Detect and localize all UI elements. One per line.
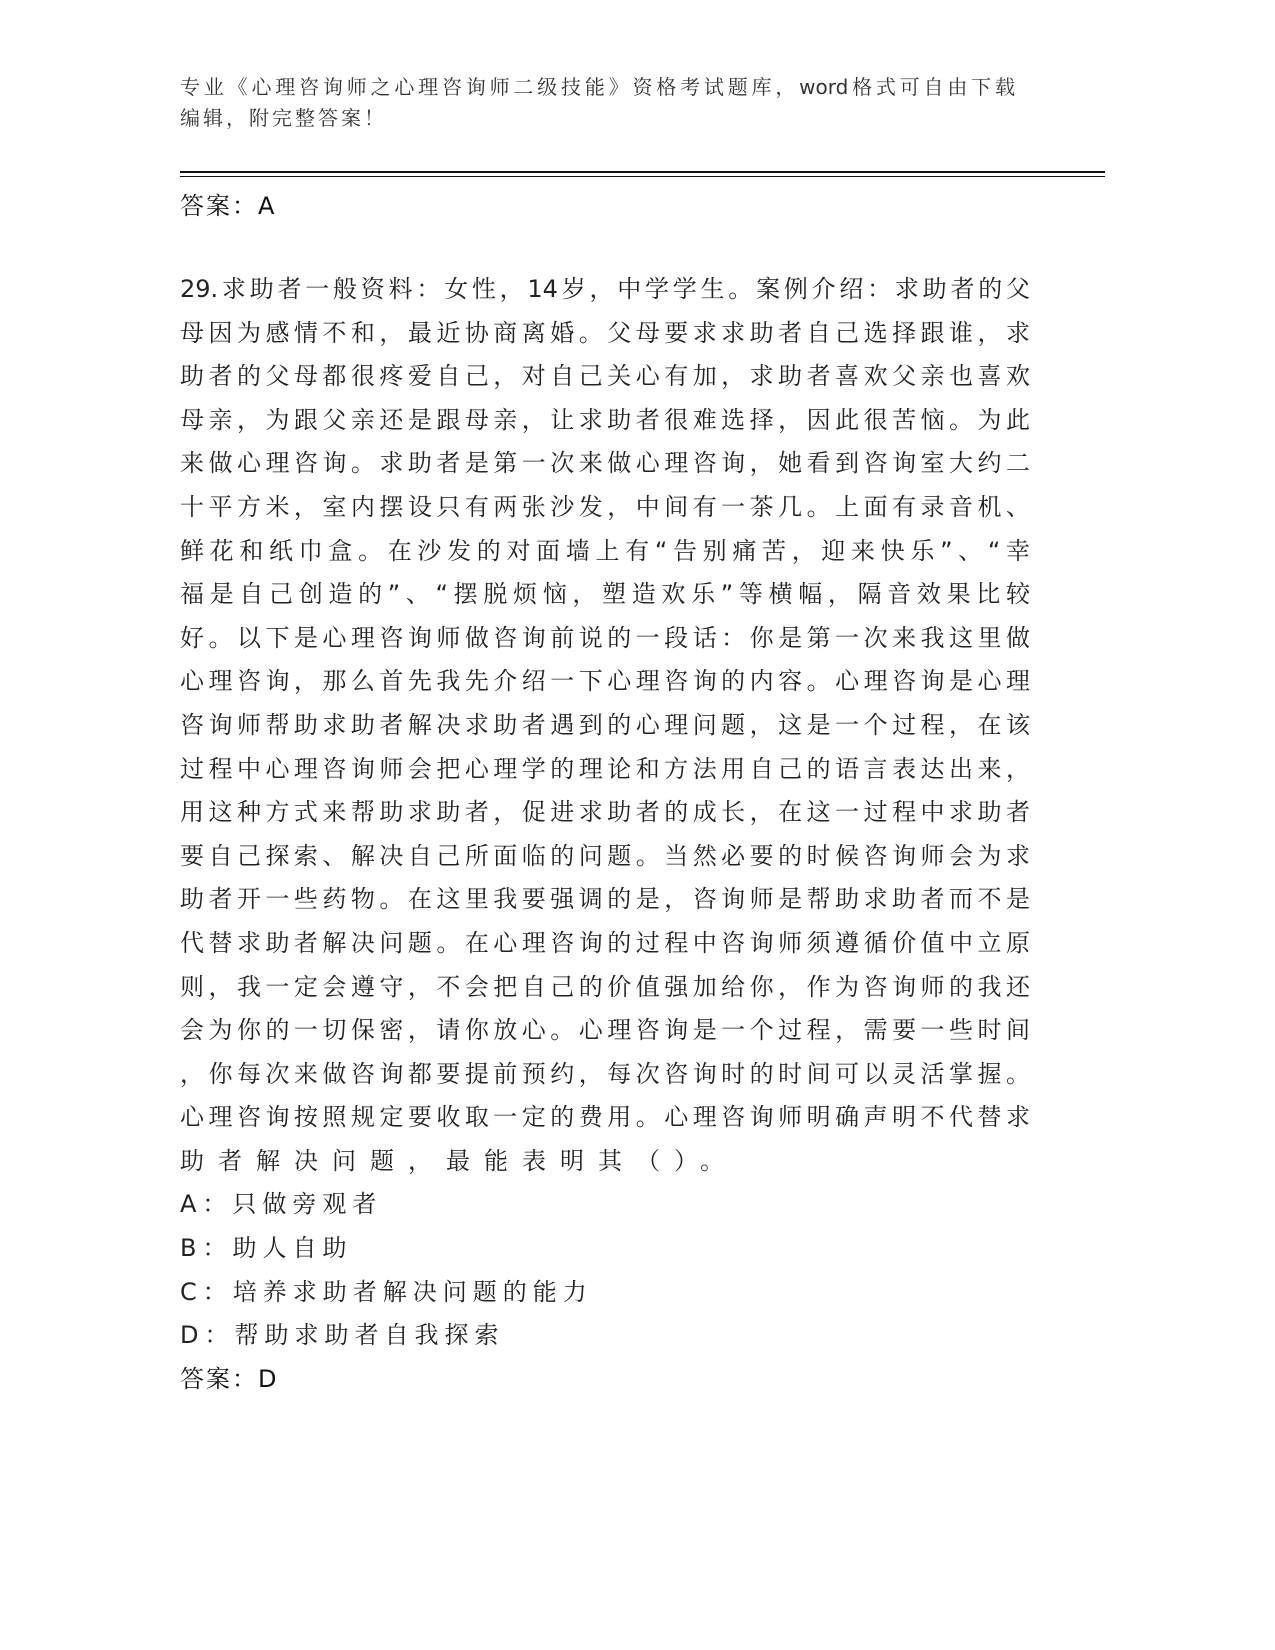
question-text-line: ，你每次来做咨询都要提前预约，每次咨询时的时间可以灵活掌握。 — [180, 1059, 1030, 1088]
question-text-line: 则，我一定会遵守，不会把自己的价值强加给你，作为咨询师的我还 — [180, 972, 1030, 1001]
header-divider-bottom — [180, 176, 1105, 177]
question-text-line: 咨询师帮助求助者解决求助者遇到的心理问题，这是一个过程，在该 — [180, 710, 1030, 739]
previous-answer: 答案：A — [180, 192, 277, 220]
question-text-line: 29.求助者一般资料：女性，14岁，中学学生。案例介绍：求助者的父 — [180, 275, 1030, 303]
question-text-line: 十平方米，室内摆设只有两张沙发，中间有一茶几。上面有录音机、 — [180, 492, 1030, 521]
option-d: D：帮助求助者自我探索 — [180, 1321, 505, 1350]
question-text-line: 要自己探索、解决自己所面临的问题。当然必要的时候咨询师会为求 — [180, 841, 1030, 870]
header-line-1: 专业《心理咨询师之心理咨询师二级技能》资格考试题库，word格式可自由下载 — [180, 75, 1015, 99]
option-b: B：助人自助 — [180, 1234, 353, 1263]
question-text-line: 助者开一些药物。在这里我要强调的是，咨询师是帮助求助者而不是 — [180, 885, 1030, 914]
option-a: A：只做旁观者 — [180, 1190, 383, 1219]
question-text-line: 助者解决问题，最能表明其（）。 — [180, 1146, 738, 1175]
question-text — [180, 268, 1030, 1183]
question-options — [180, 1183, 1030, 1357]
document-header — [180, 72, 1015, 134]
question-text-line: 助者的父母都很疼爱自己，对自己关心有加，求助者喜欢父亲也喜欢 — [180, 362, 1030, 391]
question-text-line: 来做心理咨询。求助者是第一次来做心理咨询，她看到咨询室大约二 — [180, 449, 1030, 478]
question-text-line: 好。以下是心理咨询师做咨询前说的一段话：你是第一次来我这里做 — [180, 623, 1030, 652]
question-text-line: 心理咨询，那么首先我先介绍一下心理咨询的内容。心理咨询是心理 — [180, 667, 1030, 696]
question-text-line: 会为你的一切保密，请你放心。心理咨询是一个过程，需要一些时间 — [180, 1016, 1030, 1045]
header-line-2: 编辑，附完整答案！ — [180, 106, 387, 130]
question-text-line: 过程中心理咨询师会把心理学的理论和方法用自己的语言表达出来， — [180, 754, 1030, 783]
question-answer: 答案：D — [180, 1364, 279, 1393]
question-29 — [180, 268, 1030, 1401]
question-text-line: 母亲，为跟父亲还是跟母亲，让求助者很难选择，因此很苦恼。为此 — [180, 405, 1030, 434]
question-text-line: 代替求助者解决问题。在心理咨询的过程中咨询师须遵循价值中立原 — [180, 928, 1030, 957]
option-c: C：培养求助者解决问题的能力 — [180, 1277, 593, 1306]
question-text-line: 福是自己创造的”、“摆脱烦恼，塑造欢乐”等横幅，隔音效果比较 — [180, 580, 1030, 609]
header-divider-top — [180, 171, 1105, 173]
question-text-line: 鲜花和纸巾盒。在沙发的对面墙上有“告别痛苦，迎来快乐”、“幸 — [180, 536, 1030, 565]
question-text-line: 用这种方式来帮助求助者，促进求助者的成长，在这一过程中求助者 — [180, 798, 1030, 827]
question-text-line: 心理咨询按照规定要收取一定的费用。心理咨询师明确声明不代替求 — [180, 1103, 1030, 1132]
question-text-line: 母因为感情不和，最近协商离婚。父母要求求助者自己选择跟谁，求 — [180, 318, 1030, 347]
